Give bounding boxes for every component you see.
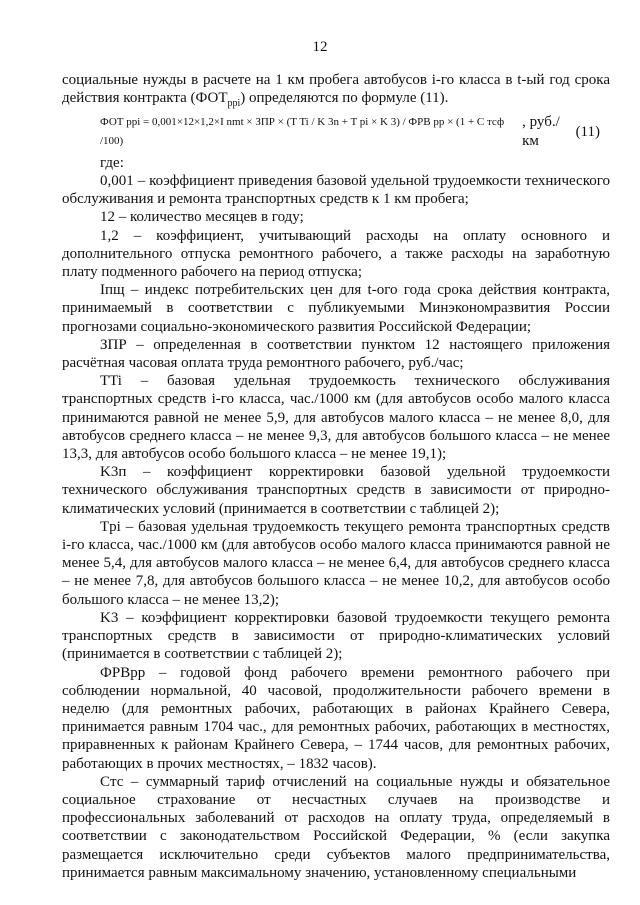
definition-tpi: Tpi – базовая удельная трудоемкость текущего ремонта транспортных средств i-го класса, час./1000 км (для автобусов особо малого класса принимаются равной не менее 5,4, для автобусов малого класса – не менее 6,4, для автобусов среднего класса – не менее 7,8, для автобусов большого класса – не менее 10,2, для автобусов особо большого класса – не менее 13,2); (62, 518, 610, 608)
definition-frv: ФРВpp – годовой фонд рабочего времени ремонтного рабочего при соблюдении нормальной, 40 часовой, продолжительности рабочего времени в неделю (для ремонтных рабочих, работающих в районах Крайнего Севера, принимается равным 1704 час., для ремонтных рабочих, работающих в местностях, приравненных к районам Крайнего Севера, – 1744 часов, для ремонтных рабочих, работающих в прочих местностях, – 1832 часов). (62, 664, 610, 772)
definition-price-index: Iпщ – индекс потребительских цен для t-ого года срока действия контракта, принимаемый в соответствии с публикуемыми Минэкономразвития России прогнозами социально-экономического развития Российской Федерации; (62, 282, 610, 335)
formula-unit: , руб./км (522, 114, 560, 149)
page-number: 12 (312, 39, 328, 55)
intro-text: социальные нужды в расчете на 1 км пробега автобусов i-го класса в t-ый год срока действия контракта (ФОТ (62, 72, 610, 107)
intro-subscript: ppi (227, 98, 241, 110)
document-body (62, 71, 610, 882)
definition-tti: TTi – базовая удельная трудоемкость технического обслуживания транспортных средств i-го класса, час./1000 км (для автобусов особо малого класса принимаются равной не менее 5,9, для автобусов малого класса – не менее 8,0, для автобусов среднего класса – не менее 9,3, для автобусов большого класса – не менее 13,3, для автобусов особо большого класса – не менее 19,1); (62, 373, 610, 463)
intro-tail: ) определяются по формуле (11). (240, 90, 449, 107)
definition-months: 12 – количество месяцев в году; (100, 209, 304, 226)
definition-k3: K3 – коэффициент корректировки базовой трудоемкости текущего ремонта транспортных средств в зависимости от природно-климатических условий (принимается в соответствии с таблицей 2); (62, 609, 610, 663)
definition-vacation-coefficient: 1,2 – коэффициент, учитывающий расходы на оплату основного и дополнительного отпуска ремонтного рабочего, а также расходы на заработную плату подменного рабочего на период отпуска; (62, 227, 610, 281)
definition-cts: Cтс – суммарный тариф отчислений на социальные нужды и обязательное социальное страхование от несчастных случаев на производстве и профессиональных заболеваний от расходов на оплату труда, определяемый в соответствии с законодательством Российской Федерации, % (если закупка размещается исключительно среди субъектов малого предпринимательства, принимается равным максимальному значению, установленному специальными (62, 773, 610, 881)
definition-k3p: K3п – коэффициент корректировки базовой удельной трудоемкости технического обслуживания транспортных средств в зависимости от природно-климатических условий (принимается в соответствии с таблицей 2); (62, 464, 610, 517)
intro-paragraph (62, 71, 610, 110)
formula-expression: ФОТ ppi = 0,001×12×1,2×I nmt × ЗПР × (T Ti / K 3n + T pi × K 3) / ФРВ pp × (1 + C тсф /100) (100, 116, 505, 147)
definition-0001: 0,001 – коэффициент приведения базовой удельной трудоемкости технического обслуживания и ремонта транспортных средств к 1 км пробега; (62, 173, 610, 208)
formula-number: (11) (575, 123, 600, 140)
definition-zpr: ЗПР – определенная в соответствии пунктом 12 настоящего приложения расчётная часовая оплата труда ремонтного рабочего, руб./час; (62, 336, 610, 372)
where-label: где: (100, 154, 124, 171)
formula-11 (62, 113, 610, 149)
